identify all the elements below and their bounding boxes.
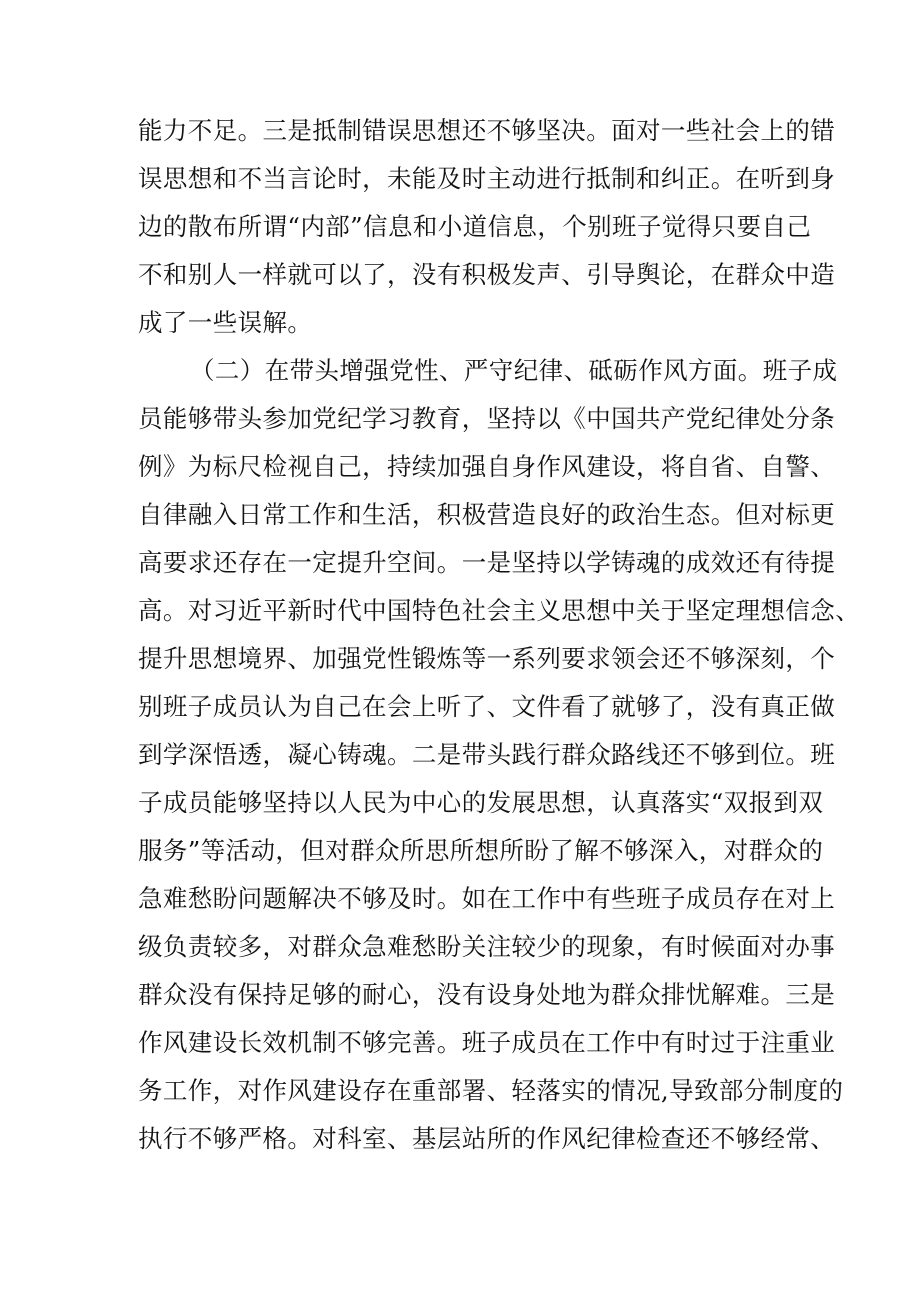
text-line: 务工作，对作风建设存在重部署、轻落实的情况,导致部分制度的 [138,1076,844,1105]
text-line: 到学深悟透，凝心铸魂。二是带头践行群众路线还不够到位。班 [138,740,836,769]
text-line: 边的散布所谓“内部”信息和小道信息，个别班子觉得只要自己 [138,212,812,241]
text-line: 级负责较多，对群众急难愁盼关注较少的现象，有时候面对办事 [138,932,836,961]
text-line: 服务”等活动，但对群众所思所想所盼了解不够深入，对群众的 [138,836,824,865]
text-line: 不和别人一样就可以了，没有积极发声、引导舆论，在群众中造 [138,260,836,289]
text-line: 成了一些误解。 [138,308,313,337]
text-line: 提升思想境界、加强党性锻炼等一系列要求领会还不够深刻，个 [138,644,836,673]
text-line: 作风建设长效机制不够完善。班子成员在工作中有时过于注重业 [138,1028,836,1057]
text-line: 急难愁盼问题解决不够及时。如在工作中有些班子成员存在对上 [138,884,836,913]
text-line: 别班子成员认为自己在会上听了、文件看了就够了，没有真正做 [138,692,836,721]
text-line: （二）在带头增强党性、严守纪律、砥砺作风方面。班子成 [190,356,838,385]
text-line: 能力不足。三是抵制错误思想还不够坚决。面对一些社会上的错 [138,116,836,145]
text-line: 员能够带头参加党纪学习教育，坚持以《中国共产党纪律处分条 [138,404,836,433]
text-line: 高。对习近平新时代中国特色社会主义思想中关于坚定理想信念、 [138,596,861,625]
text-line: 高要求还存在一定提升空间。一是坚持以学铸魂的成效还有待提 [138,548,836,577]
text-line: 自律融入日常工作和生活，积极营造良好的政治生态。但对标更 [138,500,836,529]
text-line: 子成员能够坚持以人民为中心的发展思想，认真落实“双报到双 [138,788,824,817]
text-line: 例》为标尺检视自己，持续加强自身作风建设，将自省、自警、 [138,452,836,481]
text-line: 群众没有保持足够的耐心，没有设身处地为群众排忧解难。三是 [138,980,836,1009]
text-line: 误思想和不当言论时，未能及时主动进行抵制和纠正。在听到身 [138,164,836,193]
text-line: 执行不够严格。对科室、基层站所的作风纪律检查还不够经常、 [138,1124,836,1153]
